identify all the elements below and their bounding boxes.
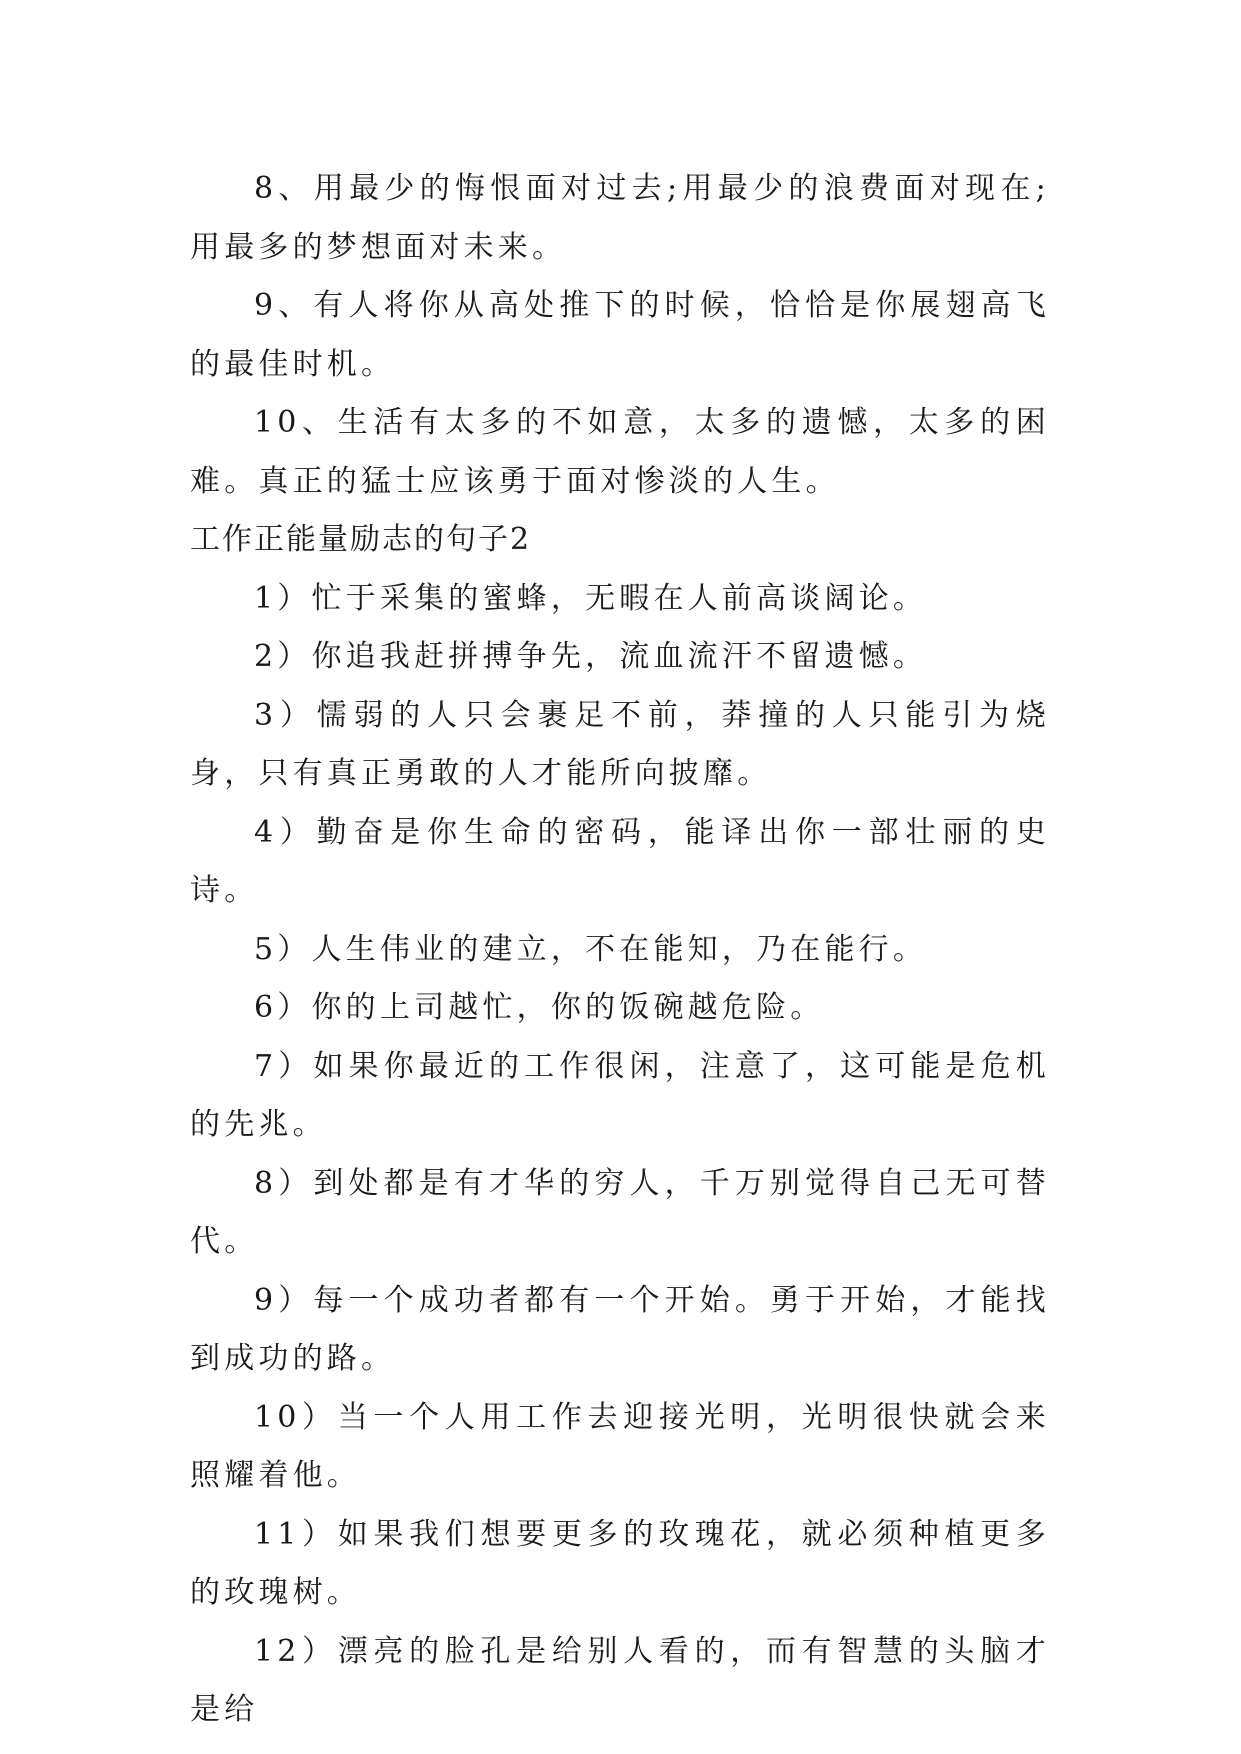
list-item: 9）每一个成功者都有一个开始。勇于开始，才能找到成功的路。 — [190, 1282, 1050, 1376]
list-item: 5）人生伟业的建立，不在能知，乃在能行。 — [254, 931, 928, 967]
paragraph: 10、生活有太多的不如意，太多的遗憾，太多的困难。真正的猛士应该勇于面对惨淡的人生。 — [190, 405, 1050, 499]
paragraph: 8、用最少的悔恨面对过去;用最少的浪费面对现在;用最多的梦想面对未来。 — [190, 171, 1050, 265]
list-item: 2）你追我赶拼搏争先，流血流汗不留遗憾。 — [254, 639, 928, 674]
section-heading: 工作正能量励志的句子2 — [190, 522, 532, 557]
list-item: 7）如果你最近的工作很闲，注意了，这可能是危机的先兆。 — [190, 1048, 1050, 1142]
list-item: 6）你的上司越忙，你的饭碗越危险。 — [254, 990, 825, 1025]
list-item: 4）勤奋是你生命的密码，能译出你一部壮丽的史诗。 — [190, 814, 1050, 908]
list-item: 1）忙于采集的蜜蜂，无暇在人前高谈阔论。 — [254, 580, 928, 616]
list-item: 3）懦弱的人只会裹足不前，莽撞的人只能引为烧身，只有真正勇敢的人才能所向披靡。 — [190, 697, 1050, 791]
list-item: 11）如果我们想要更多的玫瑰花，就必须种植更多的玫瑰树。 — [190, 1516, 1050, 1610]
list-item: 12）漂亮的脸孔是给别人看的，而有智慧的头脑才是给 — [190, 1633, 1050, 1727]
paragraph: 9、有人将你从高处推下的时候，恰恰是你展翅高飞的最佳时机。 — [190, 288, 1050, 382]
list-item: 10）当一个人用工作去迎接光明，光明很快就会来照耀着他。 — [190, 1399, 1050, 1493]
list-item: 8）到处都是有才华的穷人，千万别觉得自己无可替代。 — [190, 1165, 1050, 1259]
document-body — [190, 160, 1050, 1740]
